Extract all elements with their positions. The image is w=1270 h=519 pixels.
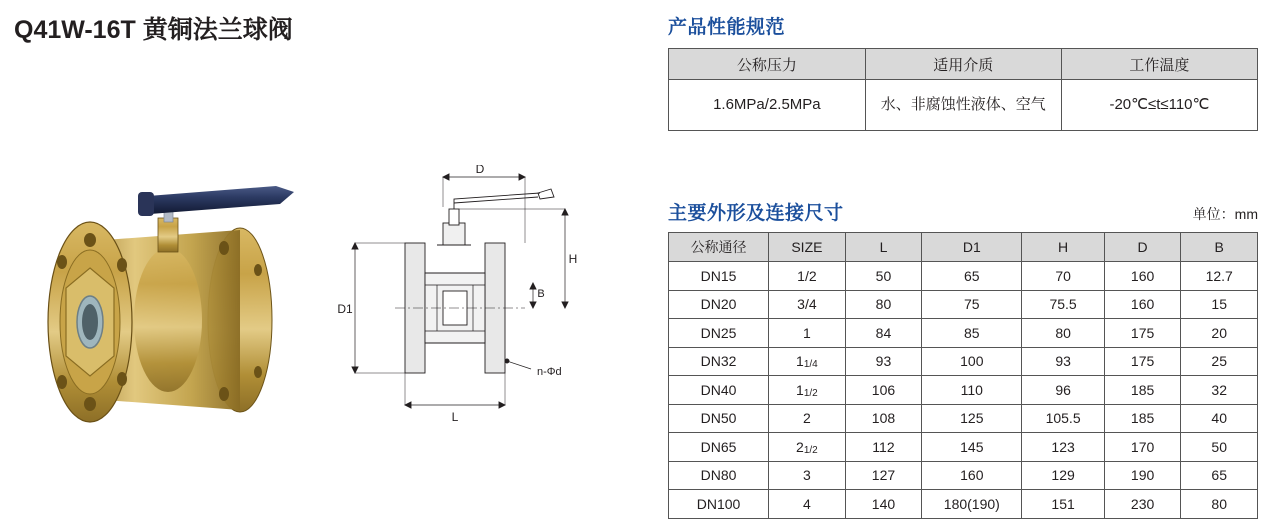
dim-cell-dn: DN65 — [669, 433, 769, 462]
dim-cell-d: 160 — [1104, 290, 1181, 319]
dim-cell-size: 1 — [769, 319, 846, 348]
dim-cell-b: 25 — [1181, 347, 1258, 376]
dim-cell-dn: DN80 — [669, 461, 769, 490]
valve-dimension-drawing — [325, 165, 625, 435]
dim-cell-d1: 160 — [922, 461, 1022, 490]
dim-cell-h: 105.5 — [1022, 404, 1104, 433]
dim-cell-d: 175 — [1104, 319, 1181, 348]
table-row — [669, 490, 1258, 519]
dim-cell-size: 2 — [769, 404, 846, 433]
dim-cell-l: 127 — [845, 461, 922, 490]
spec-section-heading: 产品性能规范 — [668, 17, 786, 38]
dim-cell-dn: DN20 — [669, 290, 769, 319]
dim-cell-h: 93 — [1022, 347, 1104, 376]
spec-header-pressure: 公称压力 — [669, 49, 866, 80]
table-row — [669, 80, 1258, 131]
dim-cell-b: 50 — [1181, 433, 1258, 462]
dim-header-size: SIZE — [769, 233, 846, 262]
left-column — [0, 0, 640, 498]
dim-cell-d: 185 — [1104, 404, 1181, 433]
dim-header-dn: 公称通径 — [669, 233, 769, 262]
dim-cell-dn: DN100 — [669, 490, 769, 519]
dim-cell-dn: DN15 — [669, 262, 769, 291]
dim-header-h: H — [1022, 233, 1104, 262]
dim-cell-size: $1_{1/2}$ — [769, 376, 846, 405]
spec-table — [668, 48, 1258, 131]
table-row — [669, 290, 1258, 319]
dim-cell-size: $1_{1/4}$ — [769, 347, 846, 376]
dim-cell-b: 12.7 — [1181, 262, 1258, 291]
table-row — [669, 433, 1258, 462]
dim-cell-l: 108 — [845, 404, 922, 433]
table-row — [669, 461, 1258, 490]
dim-cell-d1: 110 — [922, 376, 1022, 405]
dim-cell-dn: DN40 — [669, 376, 769, 405]
dim-cell-d1: 75 — [922, 290, 1022, 319]
dim-header-d1: D1 — [922, 233, 1022, 262]
dim-cell-dn: DN25 — [669, 319, 769, 348]
dim-cell-h: 80 — [1022, 319, 1104, 348]
dim-cell-l: 50 — [845, 262, 922, 291]
svg-text:D: D — [475, 165, 485, 176]
unit-note: 单位：mm — [1192, 206, 1258, 222]
dim-cell-d1: 180(190) — [922, 490, 1022, 519]
dim-cell-h: 96 — [1022, 376, 1104, 405]
page-title: Q41W-16T 黄铜法兰球阀 — [14, 16, 293, 44]
dim-cell-dn: DN50 — [669, 404, 769, 433]
dimension-table — [668, 232, 1258, 519]
dim-cell-l: 140 — [845, 490, 922, 519]
dim-header-d: D — [1104, 233, 1181, 262]
dim-cell-h: 123 — [1022, 433, 1104, 462]
table-row — [669, 262, 1258, 291]
dim-cell-d1: 145 — [922, 433, 1022, 462]
spec-value-medium: 水、非腐蚀性液体、空气 — [865, 80, 1061, 131]
dim-cell-size: 3/4 — [769, 290, 846, 319]
dim-cell-l: 80 — [845, 290, 922, 319]
dim-cell-b: 80 — [1181, 490, 1258, 519]
dim-cell-l: 93 — [845, 347, 922, 376]
dim-cell-h: 75.5 — [1022, 290, 1104, 319]
dim-cell-d1: 85 — [922, 319, 1022, 348]
dim-cell-size: 3 — [769, 461, 846, 490]
table-header-row — [669, 49, 1258, 80]
dim-cell-b: 65 — [1181, 461, 1258, 490]
dim-cell-h: 70 — [1022, 262, 1104, 291]
table-header-row — [669, 233, 1258, 262]
spec-header-temperature: 工作温度 — [1061, 49, 1257, 80]
dim-cell-d1: 65 — [922, 262, 1022, 291]
svg-text:D1: D1 — [337, 302, 353, 316]
dim-cell-d: 185 — [1104, 376, 1181, 405]
dimension-section-heading: 主要外形及连接尺寸 — [668, 203, 844, 224]
spec-header-medium: 适用介质 — [865, 49, 1061, 80]
svg-text:L: L — [451, 410, 459, 424]
table-row — [669, 347, 1258, 376]
dim-cell-h: 129 — [1022, 461, 1104, 490]
spec-value-pressure: 1.6MPa/2.5MPa — [669, 80, 866, 131]
dim-cell-size: 4 — [769, 490, 846, 519]
dim-cell-d: 160 — [1104, 262, 1181, 291]
valve-photo — [18, 170, 308, 430]
dim-header-l: L — [845, 233, 922, 262]
svg-text:B: B — [537, 288, 545, 300]
dim-cell-b: 20 — [1181, 319, 1258, 348]
svg-text:H: H — [568, 252, 578, 266]
dim-cell-dn: DN32 — [669, 347, 769, 376]
table-row — [669, 319, 1258, 348]
dim-cell-d: 170 — [1104, 433, 1181, 462]
dim-cell-l: 112 — [845, 433, 922, 462]
table-row — [669, 376, 1258, 405]
dim-cell-d: 175 — [1104, 347, 1181, 376]
table-row — [669, 404, 1258, 433]
svg-text:n-Φd: n-Φd — [537, 366, 562, 378]
dim-cell-size: 1/2 — [769, 262, 846, 291]
dim-cell-d1: 100 — [922, 347, 1022, 376]
dim-cell-b: 32 — [1181, 376, 1258, 405]
dim-header-b: B — [1181, 233, 1258, 262]
dim-cell-size: $2_{1/2}$ — [769, 433, 846, 462]
dim-cell-b: 40 — [1181, 404, 1258, 433]
dim-cell-h: 151 — [1022, 490, 1104, 519]
dim-cell-l: 106 — [845, 376, 922, 405]
spec-value-temperature: -20℃≤t≤110℃ — [1061, 80, 1257, 131]
dim-cell-d: 190 — [1104, 461, 1181, 490]
dim-cell-b: 15 — [1181, 290, 1258, 319]
dim-cell-l: 84 — [845, 319, 922, 348]
dim-cell-d: 230 — [1104, 490, 1181, 519]
dim-cell-d1: 125 — [922, 404, 1022, 433]
